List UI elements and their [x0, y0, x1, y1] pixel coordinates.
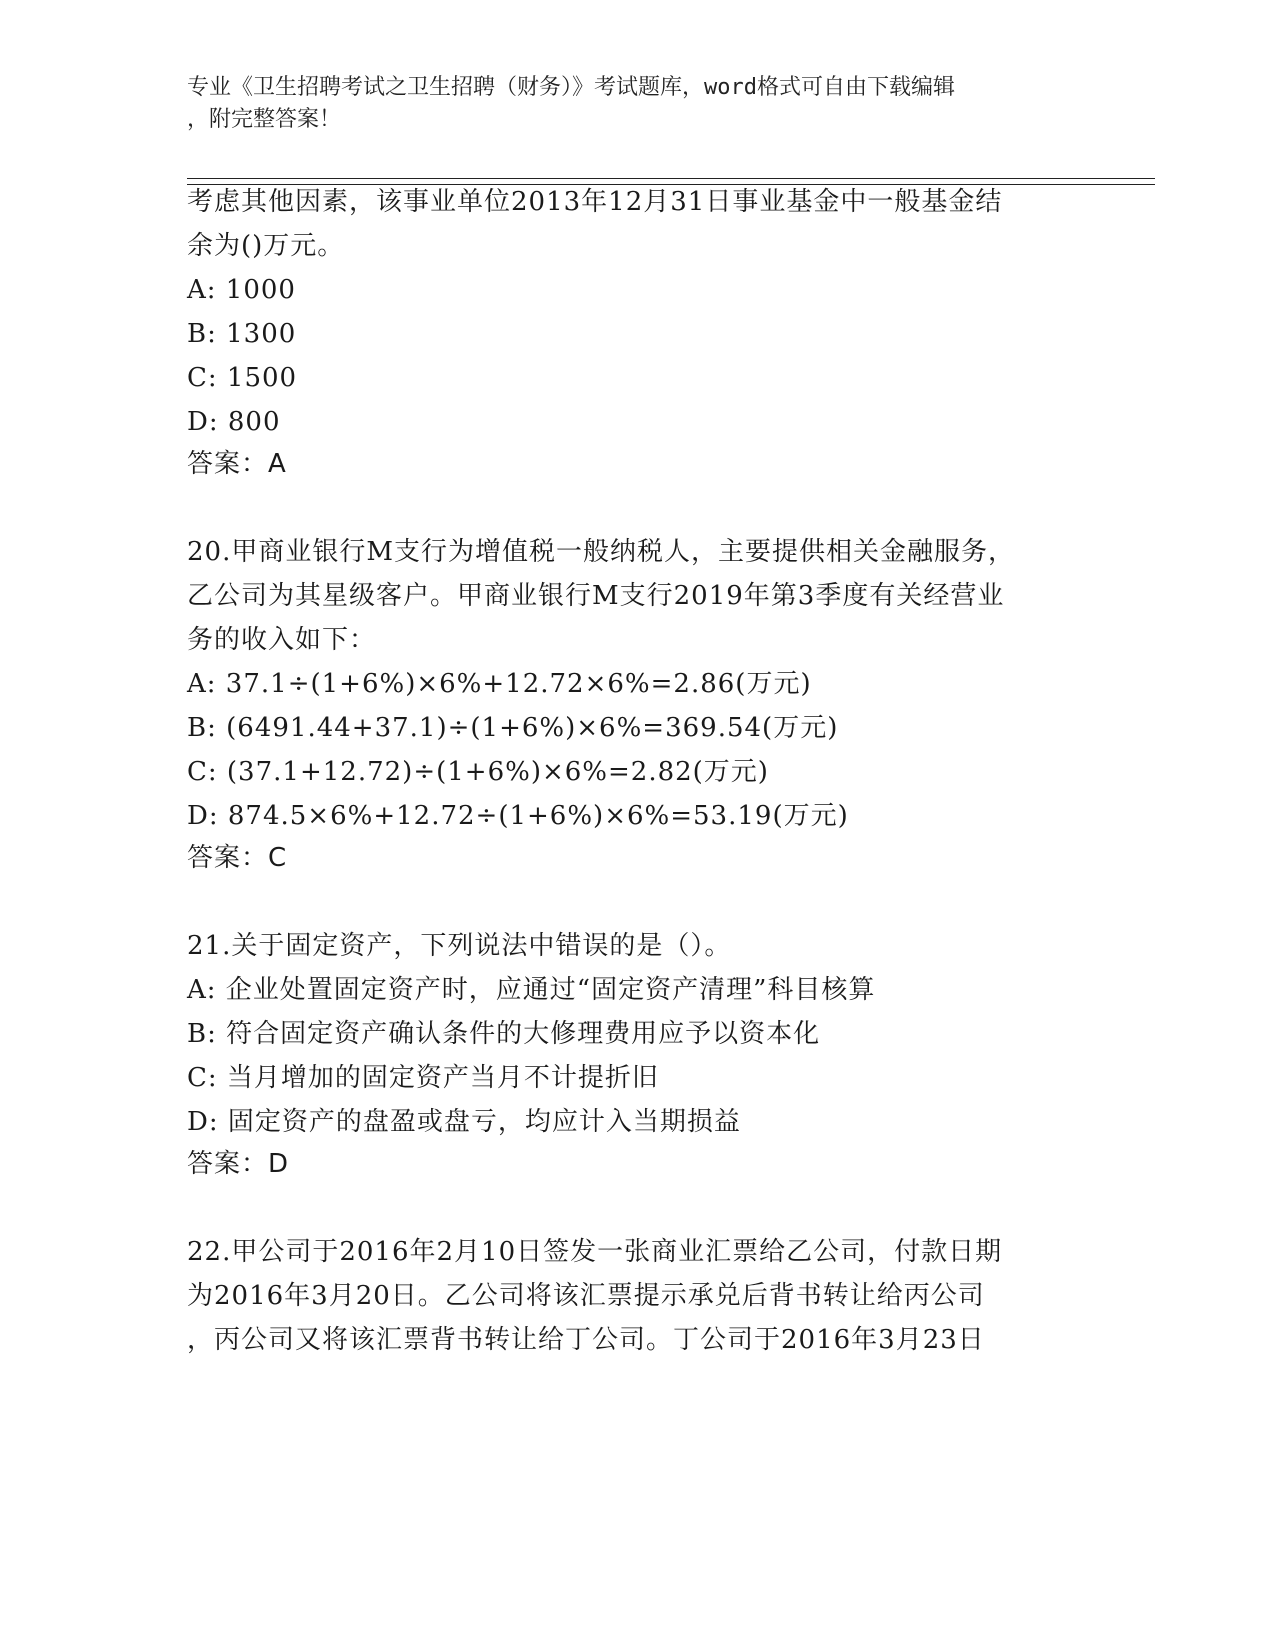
q20-stem-line-1: 20.甲商业银行M支行为增值税一般纳税人，主要提供相关金融服务，	[187, 537, 1015, 567]
q21-option-d: D: 固定资产的盘盈或盘亏，均应计入当期损益	[187, 1107, 741, 1137]
q21-option-a: A: 企业处置固定资产时，应通过“固定资产清理”科目核算	[187, 975, 876, 1005]
q19-stem-line-1: 考虑其他因素，该事业单位2013年12月31日事业基金中一般基金结	[187, 187, 1003, 217]
header-divider-bottom	[187, 184, 1155, 185]
q19-stem-line-2: 余为()万元。	[187, 231, 345, 261]
q19-option-a: A: 1000	[187, 275, 296, 305]
document-header	[187, 72, 1087, 136]
header-line-2: ，附完整答案！	[187, 107, 342, 132]
q20-option-c: C: (37.1+12.72)÷(1+6%)×6%=2.82(万元)	[187, 757, 769, 787]
q22-stem-line-1: 22.甲公司于2016年2月10日签发一张商业汇票给乙公司，付款日期	[187, 1237, 1003, 1267]
q21-option-b: B: 符合固定资产确认条件的大修理费用应予以资本化	[187, 1019, 821, 1049]
q20-option-d: D: 874.5×6%+12.72÷(1+6%)×6%=53.19(万元)	[187, 801, 849, 831]
q21-option-c: C: 当月增加的固定资产当月不计提折旧	[187, 1063, 659, 1093]
header-divider-top	[187, 178, 1155, 179]
q20-stem-line-3: 务的收入如下：	[187, 625, 377, 655]
q19-option-d: D: 800	[187, 407, 281, 437]
q22-stem-line-3: ，丙公司又将该汇票背书转让给丁公司。丁公司于2016年3月23日	[187, 1325, 985, 1355]
header-line-1: 专业《卫生招聘考试之卫生招聘（财务）》考试题库，word格式可自由下载编辑	[187, 75, 955, 100]
q20-answer: 答案：C	[187, 843, 288, 873]
q19-option-b: B: 1300	[187, 319, 297, 349]
q19-answer: 答案：A	[187, 449, 287, 479]
q21-answer: 答案：D	[187, 1149, 290, 1179]
q21-stem: 21.关于固定资产，下列说法中错误的是（）。	[187, 931, 732, 961]
q19-option-c: C: 1500	[187, 363, 298, 393]
q20-option-a: A: 37.1÷(1+6%)×6%+12.72×6%=2.86(万元)	[187, 669, 812, 699]
q22-stem-line-2: 为2016年3月20日。乙公司将该汇票提示承兑后背书转让给丙公司	[187, 1281, 985, 1311]
q20-option-b: B: (6491.44+37.1)÷(1+6%)×6%=369.54(万元)	[187, 713, 839, 743]
q20-stem-line-2: 乙公司为其星级客户。甲商业银行M支行2019年第3季度有关经营业	[187, 581, 1005, 611]
